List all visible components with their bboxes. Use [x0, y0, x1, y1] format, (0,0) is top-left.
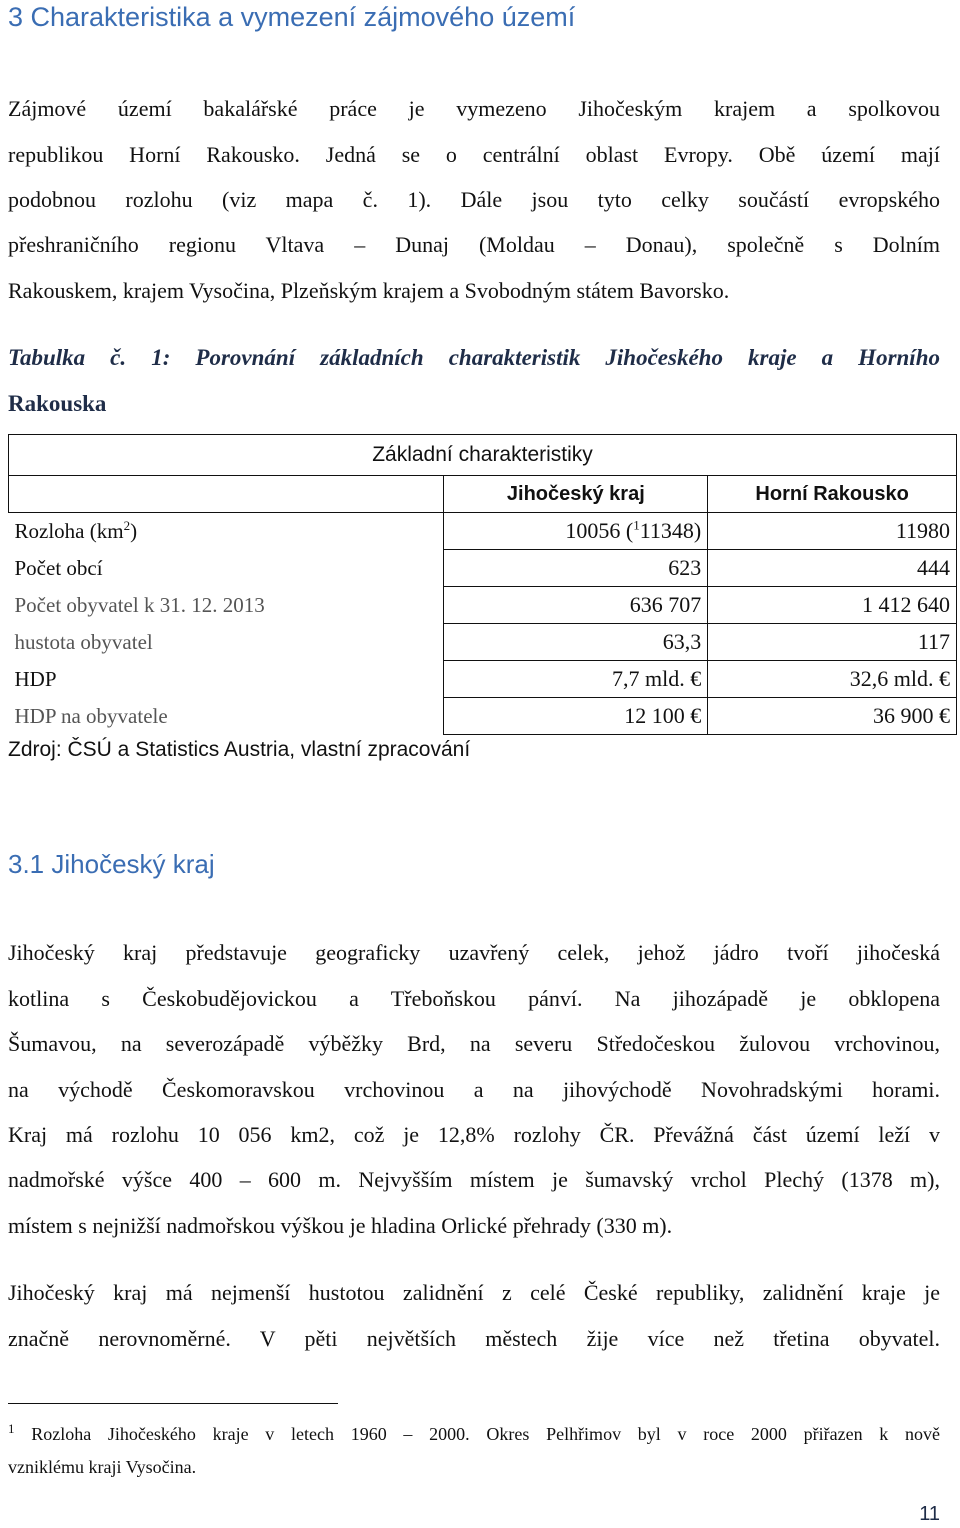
column-header-jihocesky: Jihočeský kraj	[444, 476, 708, 513]
row-label: Počet obyvatel k 31. 12. 2013	[14, 592, 265, 617]
cell-value: 117	[708, 624, 957, 661]
table-row	[9, 624, 957, 661]
row-label: HDP na obyvatele	[14, 703, 168, 728]
comparison-table	[8, 434, 957, 735]
cell-value: 7,7 mld. €	[444, 661, 708, 698]
paragraph-line: na východě Českomoravskou vrchovinou a na jihovýchodě Novohradskými horami.	[8, 1077, 940, 1102]
intro-line: přeshraničního regionu Vltava – Dunaj (Moldau – Donau), společně s Dolním	[8, 232, 940, 257]
row-label: hustota obyvatel	[14, 629, 153, 654]
paragraph-line: kotlina s Českobudějovickou a Třeboňskou pánví. Na jihozápadě je obklopena	[8, 986, 940, 1011]
cell-value: 636 707	[444, 587, 708, 624]
table-title: Základní charakteristiky	[9, 435, 957, 476]
cell-value: 11980	[708, 513, 957, 550]
table-source: Zdroj: ČSÚ a Statistics Austria, vlastní zpracování	[8, 738, 471, 761]
cell-value: 63,3	[444, 624, 708, 661]
cell-value: 444	[708, 550, 957, 587]
paragraph-line: značně nerovnoměrné. V pěti největších městech žije více než třetina obyvatel.	[8, 1326, 940, 1351]
row-label: HDP	[14, 666, 57, 691]
cell-value: 623	[444, 550, 708, 587]
cell-value: 10056 ($^1$11348)	[444, 513, 708, 550]
table-header-empty	[9, 476, 444, 513]
paragraph-line: nadmořské výšce 400 – 600 m. Nejvyšším místem je šumavský vrchol Plechý (1378 m),	[8, 1167, 940, 1192]
cell-value: 36 900 €	[708, 698, 957, 735]
page-number: 11	[919, 1503, 940, 1525]
row-label: Rozloha $(km^2)$	[14, 517, 138, 543]
paragraph-line: místem s nejnižší nadmořskou výškou je hladina Orlické přehrady (330 m).	[8, 1213, 673, 1238]
row-label: Počet obcí	[14, 555, 103, 580]
intro-line: podobnou rozlohu (viz mapa č. 1). Dále jsou tyto celky součástí evropského	[8, 187, 940, 212]
cell-value: 12 100 €	[444, 698, 708, 735]
section-heading: 3.1 Jihočeský kraj	[8, 849, 215, 879]
paragraph-line: Kraj má rozlohu 10 056 km2, což je 12,8% rozlohy ČR. Převážná část území leží v	[8, 1122, 940, 1147]
table-row	[9, 587, 957, 624]
table-row	[9, 550, 957, 587]
table-row	[9, 513, 957, 550]
paragraph-line: Jihočeský kraj představuje geograficky uzavřený celek, jehož jádro tvoří jihočeská	[8, 940, 940, 965]
chapter-heading: 3 Charakteristika a vymezení zájmového území	[8, 2, 576, 32]
cell-value: 32,6 mld. €	[708, 661, 957, 698]
table-caption: Tabulka č. 1: Porovnání základních charakteristik Jihočeského kraje a Horního	[8, 345, 940, 370]
table-row	[9, 661, 957, 698]
footnote-continued: vzniklému kraji Vysočina.	[8, 1457, 197, 1477]
column-header-horni-rakousko: Horní Rakousko	[708, 476, 957, 513]
intro-line: republikou Horní Rakousko. Jedná se o centrální oblast Evropy. Obě území mají	[8, 142, 940, 167]
paragraph-line: Šumavou, na severozápadě výběžky Brd, na severu Středočeskou žulovou vrchovinou,	[8, 1031, 940, 1056]
table-row	[9, 698, 957, 735]
footnote-separator	[8, 1403, 338, 1404]
table-caption-continued: Rakouska	[8, 391, 107, 416]
cell-value: 1 412 640	[708, 587, 957, 624]
intro-line: Rakouskem, krajem Vysočina, Plzeňským krajem a Svobodným státem Bavorsko.	[8, 278, 730, 303]
paragraph-line: Jihočeský kraj má nejmenší hustotou zalidnění z celé České republiky, zalidnění kraje je	[8, 1280, 940, 1305]
intro-line: Zájmové území bakalářské práce je vymezeno Jihočeským krajem a spolkovou	[8, 96, 940, 121]
footnote: $^1$ Rozloha Jihočeského kraje v letech 1960 – 2000. Okres Pelhřimov byl v roce 2000 přiřazen k nově	[8, 1421, 941, 1444]
